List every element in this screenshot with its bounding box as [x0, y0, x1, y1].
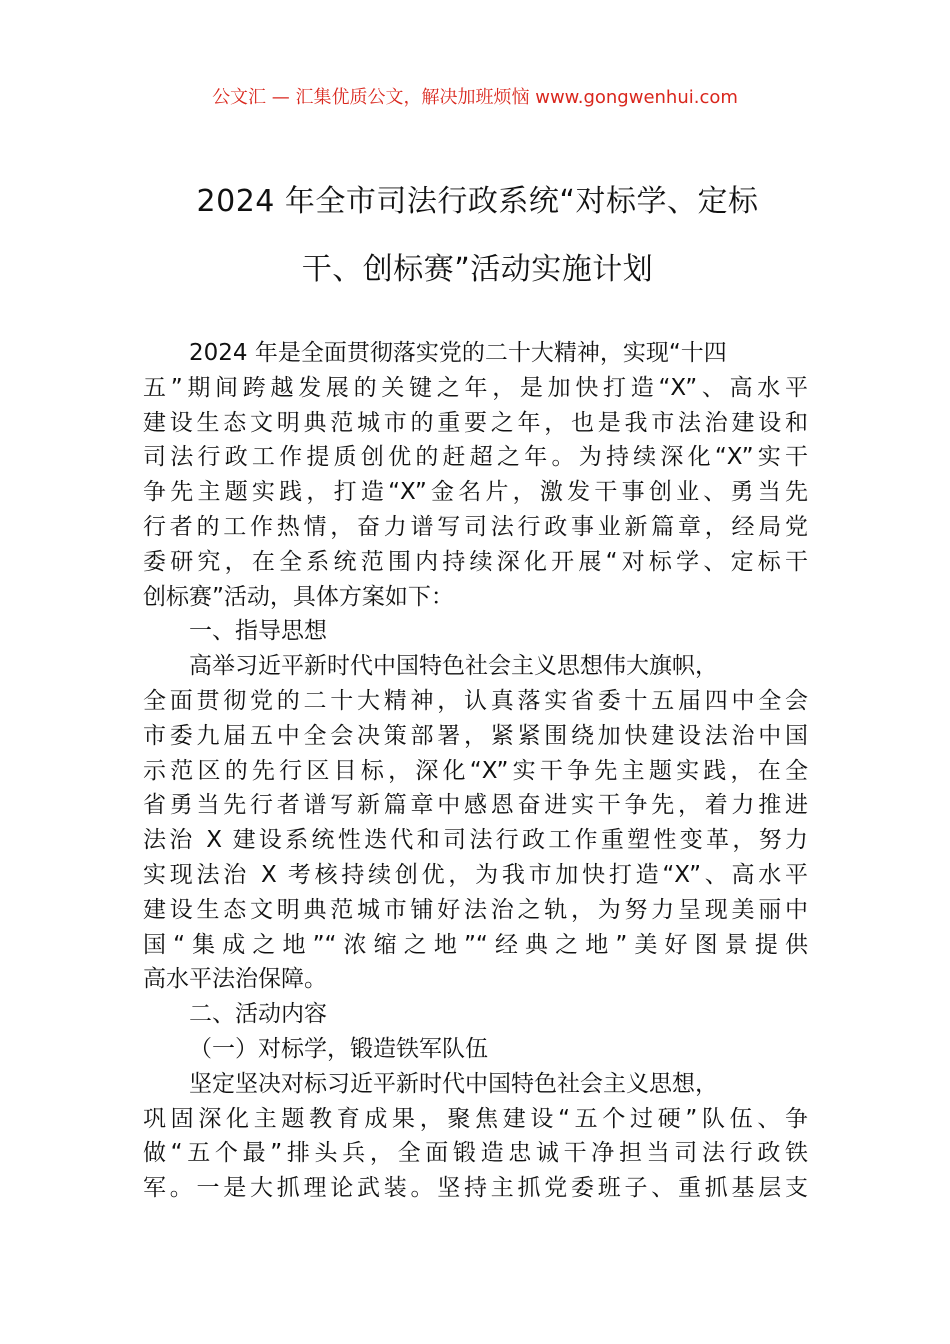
document-body — [143, 336, 808, 1206]
section-heading: 二、活动内容 — [189, 1001, 327, 1028]
body-line: 巩固深化主题教育成果，聚焦建设“五个过硬”队伍、争 — [143, 1105, 808, 1132]
title-line-2: 干、创标赛”活动实施计划 — [301, 252, 654, 287]
body-line: 委研究，在全系统范围内持续深化开展“对标学、定标干 — [143, 548, 808, 575]
body-line: 2024 年是全面贯彻落实党的二十大精神，实现“十四 — [189, 340, 727, 366]
body-line: 创标赛”活动，具体方案如下： — [143, 583, 454, 610]
body-line: 建设生态文明典范城市的重要之年，也是我市法治建设和 — [143, 409, 808, 436]
body-line: 司法行政工作提质创优的赶超之年。为持续深化“X”实干 — [143, 444, 808, 471]
body-line: 坚定坚决对标习近平新时代中国特色社会主义思想， — [189, 1070, 718, 1097]
body-line: 示范区的先行区目标，深化“X”实干争先主题实践，在全 — [143, 757, 808, 784]
body-line: 市委九届五中全会决策部署，紧紧围绕加快建设法治中国 — [143, 722, 808, 749]
body-line: 省勇当先行者谱写新篇章中感恩奋进实干争先，着力推进 — [143, 792, 808, 819]
body-line: 做“五个最”排头兵，全面锻造忠诚干净担当司法行政铁 — [143, 1140, 808, 1167]
body-line: 法治 X 建设系统性迭代和司法行政工作重塑性变革，努力 — [143, 827, 808, 854]
body-line: 高举习近平新时代中国特色社会主义思想伟大旗帜， — [189, 653, 718, 680]
document-title — [145, 168, 810, 304]
subsection-heading: （一）对标学，锻造铁军队伍 — [189, 1035, 488, 1062]
body-line: 建设生态文明典范城市铺好法治之轨，为努力呈现美丽中 — [143, 896, 808, 923]
body-line: 国“集成之地”“浓缩之地”“经典之地”美好图景提供 — [143, 931, 808, 958]
body-line: 军。一是大抓理论武装。坚持主抓党委班子、重抓基层支 — [143, 1175, 808, 1202]
section-heading: 一、指导思想 — [189, 618, 327, 645]
body-line: 行者的工作热情，奋力谱写司法行政事业新篇章，经局党 — [143, 513, 808, 540]
title-line-1: 2024 年全市司法行政系统“对标学、定标 — [196, 184, 759, 219]
body-line: 全面贯彻党的二十大精神，认真落实省委十五届四中全会 — [143, 687, 808, 714]
body-line: 争先主题实践，打造“X”金名片，激发干事创业、勇当先 — [143, 479, 808, 506]
body-line: 实现法治 X 考核持续创优，为我市加快打造“X”、高水平 — [143, 861, 808, 888]
body-line: 高水平法治保障。 — [143, 966, 327, 993]
header-banner: 公文汇 — 汇集优质公文，解决加班烦恼 www.gongwenhui.com — [212, 87, 738, 108]
body-line: 五”期间跨越发展的关键之年，是加快打造“X”、高水平 — [143, 374, 808, 401]
